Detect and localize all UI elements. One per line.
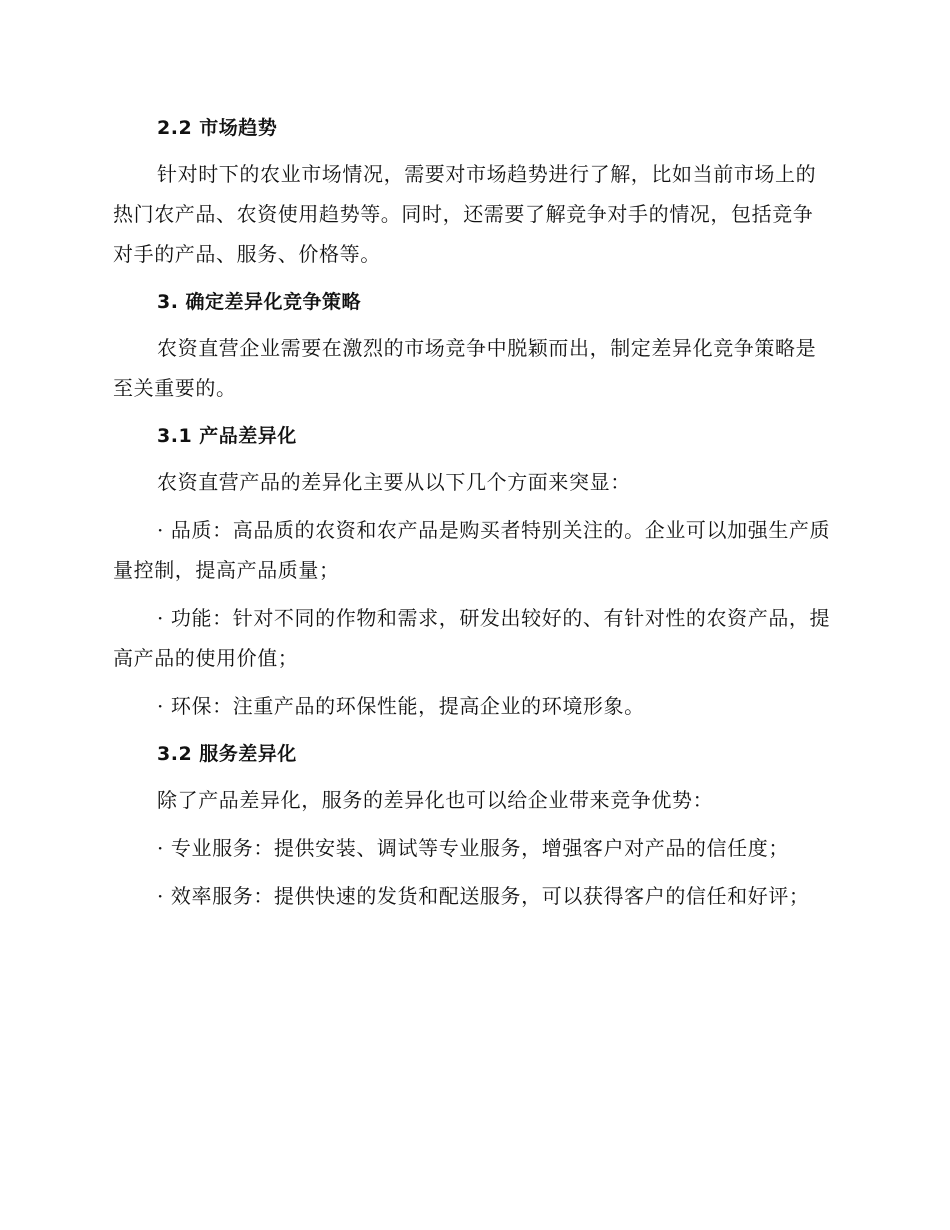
document-body [113,108,833,924]
bullet-efficiency-service: · 效率服务：提供快速的发货和配送服务，可以获得客户的信任和好评； [157,884,810,908]
bullet-professional-service: · 专业服务：提供安装、调试等专业服务，增强客户对产品的信任度； [157,836,789,860]
section-heading-3: 3. 确定差异化竞争策略 [157,291,362,313]
bullet-environment: · 环保：注重产品的环保性能，提高企业的环境形象。 [157,694,645,718]
bullet-quality: · 品质：高品质的农资和农产品是购买者特别关注的。企业可以加强生产质量控制，提高产品质量； [113,518,831,582]
section-heading-3-1: 3.1 产品差异化 [157,425,297,447]
paragraph-service-differentiation: 除了产品差异化，服务的差异化也可以给企业带来竞争优势： [157,788,714,812]
paragraph-differentiation-intro: 农资直营企业需要在激烈的市场竞争中脱颖而出，制定差异化竞争策略是至关重要的。 [113,336,817,400]
bullet-function: · 功能：针对不同的作物和需求，研发出较好的、有针对性的农资产品，提高产品的使用价值； [113,606,831,670]
section-heading-3-2: 3.2 服务差异化 [157,743,297,765]
section-heading-2-2: 2.2 市场趋势 [157,117,278,139]
paragraph-product-differentiation: 农资直营产品的差异化主要从以下几个方面来突显： [157,470,631,494]
paragraph-market-trend: 针对时下的农业市场情况，需要对市场趋势进行了解，比如当前市场上的热门农产品、农资使用趋势等。同时，还需要了解竞争对手的情况，包括竞争对手的产品、服务、价格等。 [113,162,817,266]
